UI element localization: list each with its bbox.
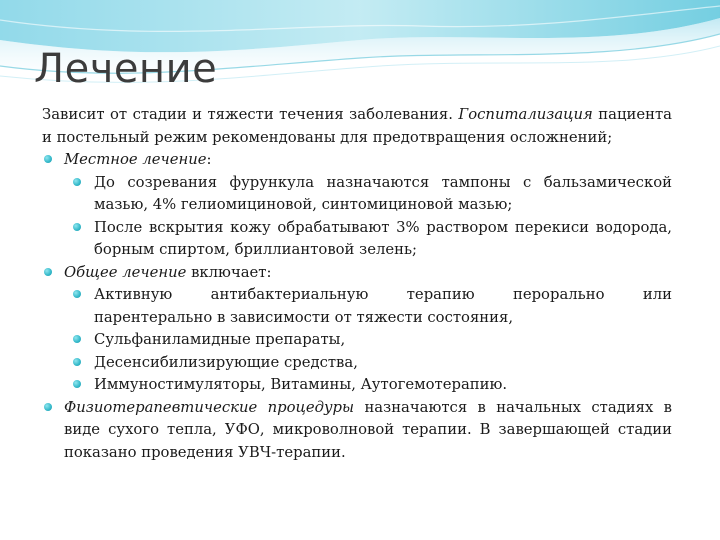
- general-subitem-text: Десенсибилизирующие средства,: [94, 353, 358, 371]
- general-subitem: [42, 329, 672, 352]
- local-subitem: [42, 172, 672, 217]
- local-treatment-suffix: :: [206, 151, 212, 168]
- physio-label: Физиотерапевтические процедуры: [64, 398, 355, 416]
- general-subitem: [42, 374, 672, 397]
- local-subitem: [42, 217, 672, 262]
- general-subitem-text: Иммуностимуляторы, Витамины, Аутогемотерапию.: [94, 376, 508, 393]
- bullet-icon: [44, 403, 52, 411]
- general-subitem: [42, 284, 672, 329]
- bullet-icon: [73, 380, 81, 388]
- general-treatment-item: [42, 262, 672, 285]
- general-treatment-label: Общее лечение: [64, 263, 187, 281]
- bullet-icon: [73, 290, 81, 298]
- bullet-icon: [73, 223, 81, 231]
- bullet-icon: [73, 358, 81, 366]
- intro-emphasis: Госпитализация: [458, 106, 593, 123]
- local-subitem-text: До созревания фурункула назначаются тампоны с бальзамической мазью, 4% гелиомициновой, синтомициновой мазью;: [94, 173, 672, 213]
- local-treatment-item: [42, 149, 672, 172]
- bullet-icon: [73, 178, 81, 186]
- slide-title: Лечение: [34, 46, 218, 92]
- bullet-icon: [44, 155, 52, 163]
- local-treatment-label: Местное лечение: [64, 151, 207, 168]
- local-subitem-text: После вскрытия кожу обрабатывают 3% раствором перекиси водорода, борным спиртом, бриллиантовой зелень;: [94, 218, 672, 258]
- bullet-icon: [73, 335, 81, 343]
- bullet-icon: [44, 268, 52, 276]
- general-subitem-text: Сульфаниламидные препараты,: [94, 331, 346, 348]
- general-subitem-line1: Активную антибактериальную терапию перорально или: [94, 286, 672, 303]
- general-treatment-suffix: включает:: [186, 263, 272, 281]
- intro-paragraph: [42, 104, 672, 149]
- intro-text: Зависит от стадии и тяжести течения заболевания.: [42, 106, 459, 123]
- general-subitem: [42, 352, 672, 375]
- slide-body: [42, 104, 672, 464]
- intro-text-continued: пациента и постельный режим рекомендованы для предотвращения осложнений;: [42, 106, 672, 146]
- physio-text: назначаются в начальных стадиях в виде сухого тепла, УФО, микроволновой терапии. В завершающей стадии показано проведения УВЧ-терапии.: [64, 398, 672, 461]
- general-subitem-line2: парентерально в зависимости от тяжести состояния,: [94, 308, 514, 326]
- physio-item: [42, 397, 672, 465]
